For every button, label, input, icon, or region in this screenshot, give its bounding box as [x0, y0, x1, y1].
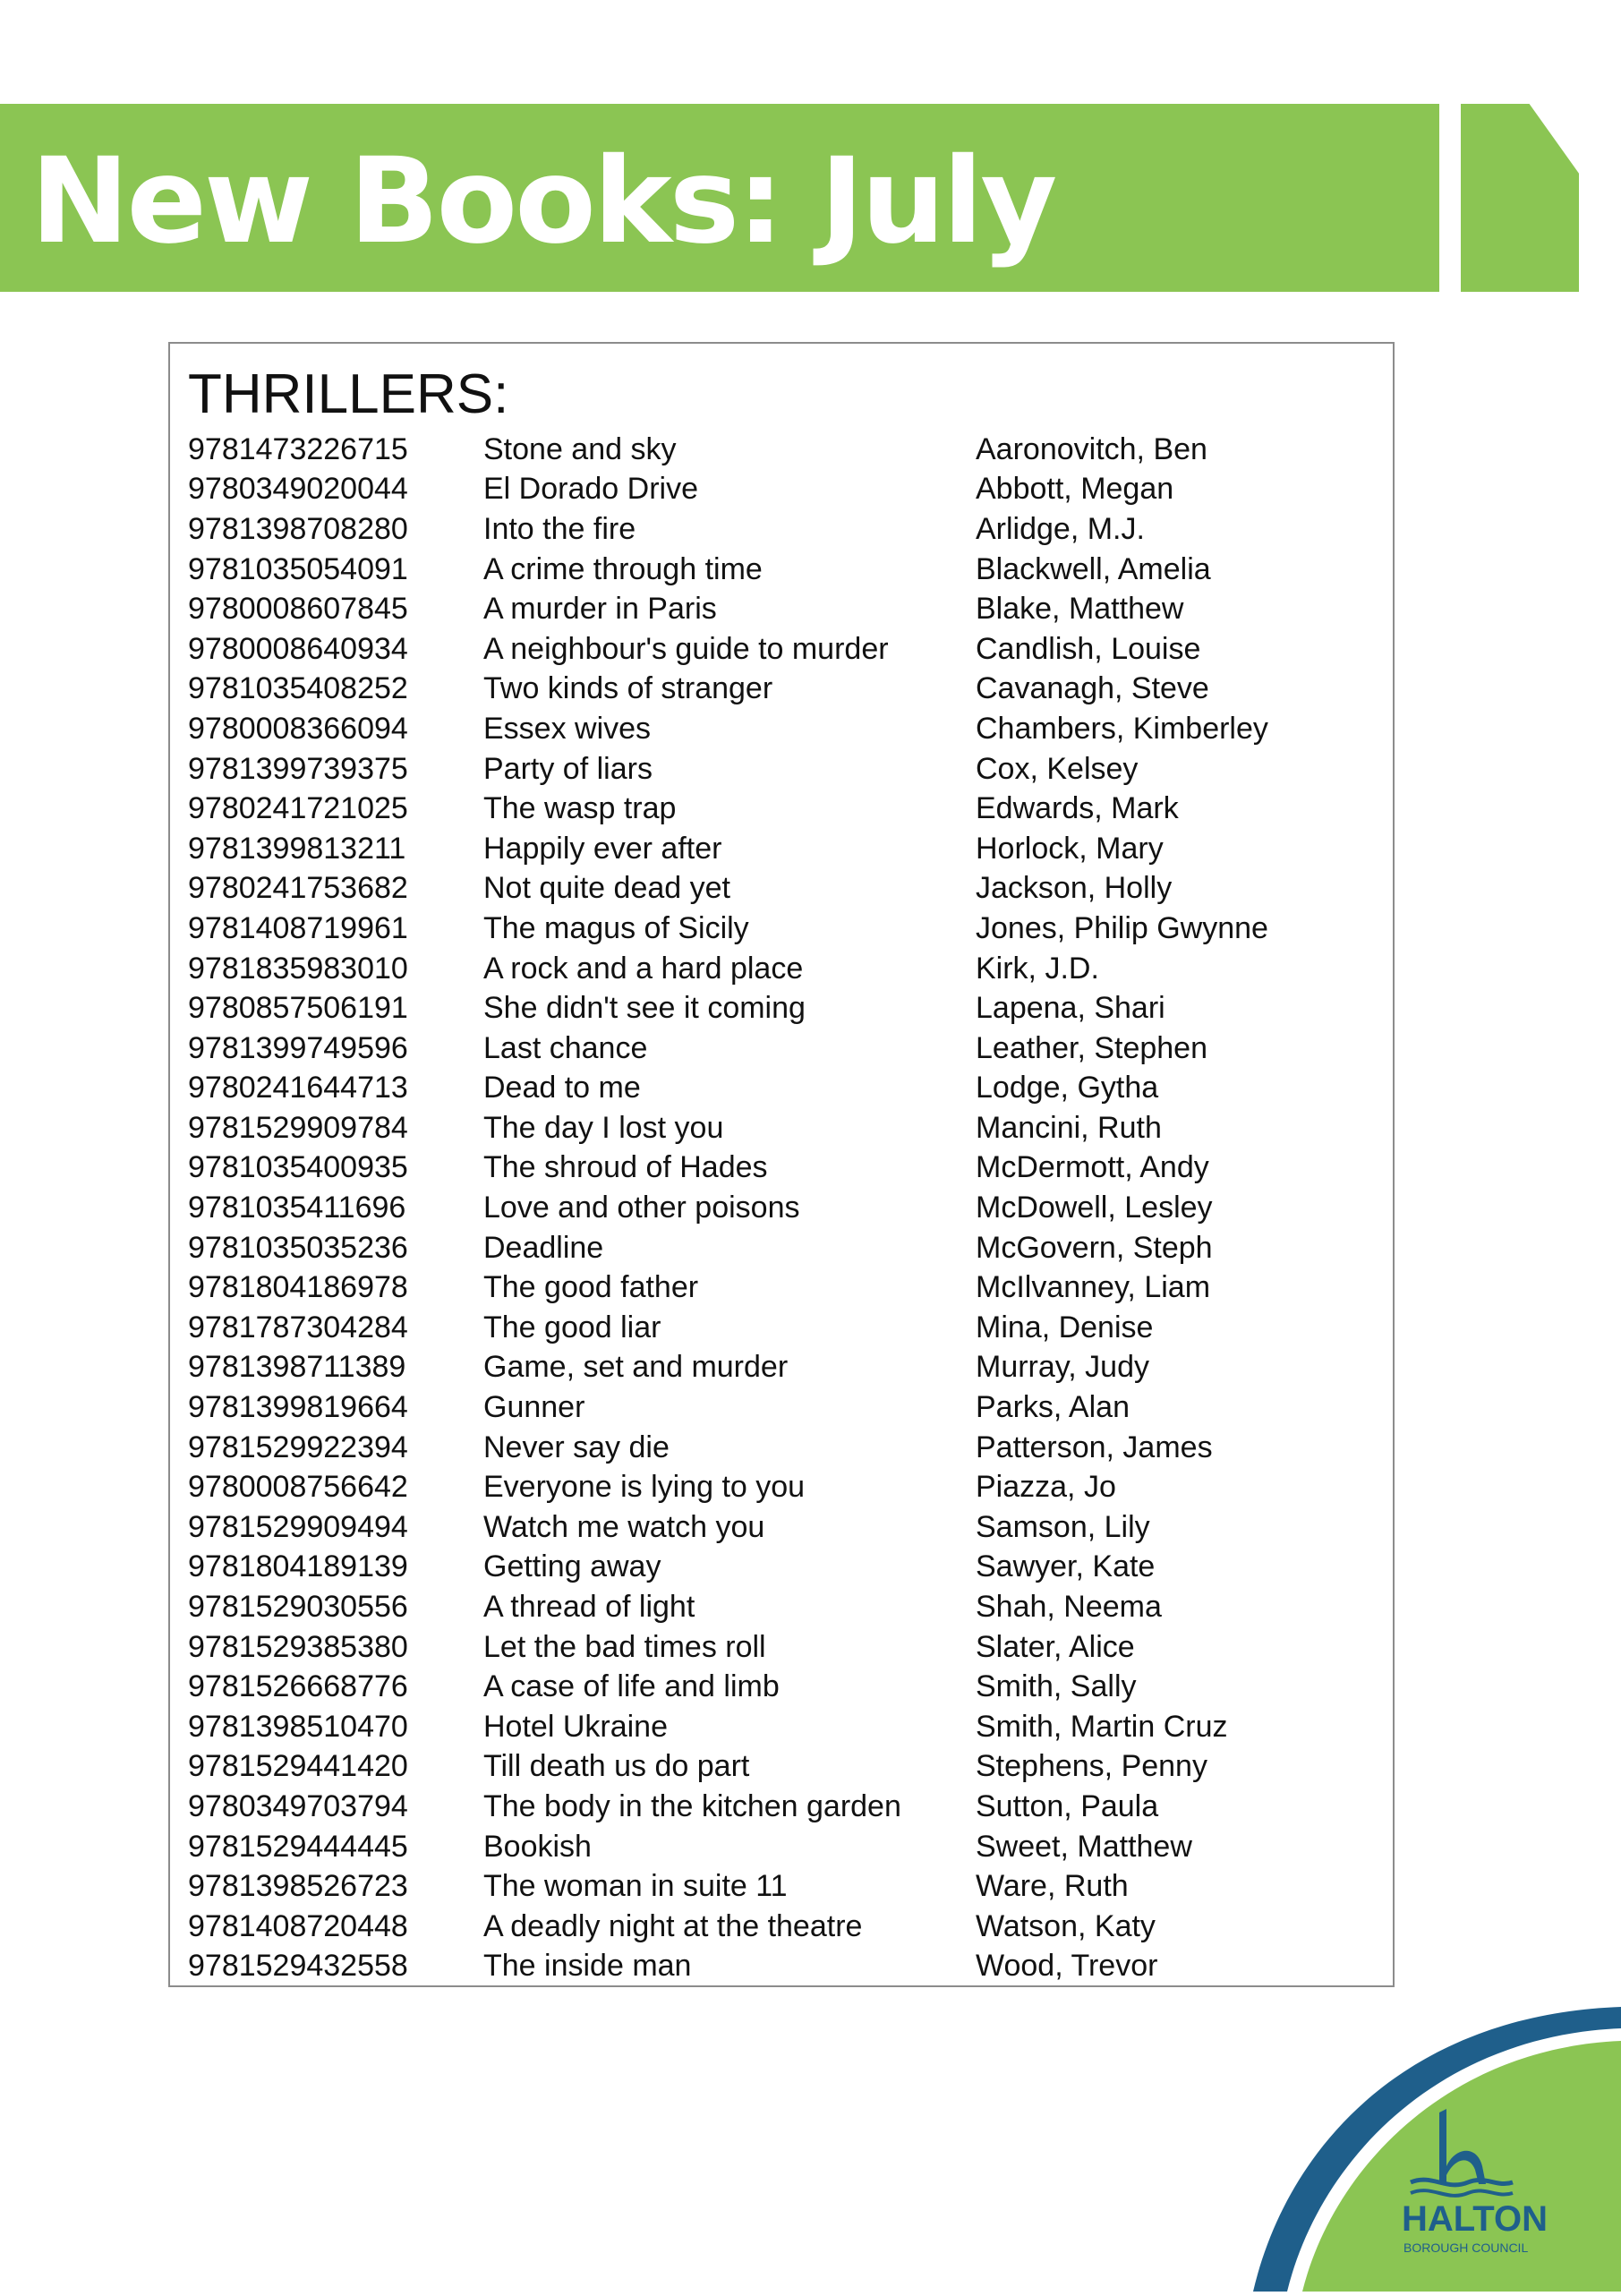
- book-row: [188, 509, 1369, 550]
- book-author: McIlvanney, Liam: [976, 1270, 1211, 1305]
- book-title: A case of life and limb: [483, 1669, 780, 1704]
- book-author: Aaronovitch, Ben: [976, 431, 1207, 466]
- book-isbn: 9780349703794: [188, 1788, 408, 1823]
- book-row: [188, 1667, 1369, 1707]
- book-row: [188, 1348, 1369, 1388]
- book-isbn: 9781529444445: [188, 1829, 408, 1864]
- book-isbn: 9781473226715: [188, 431, 408, 466]
- book-title: A rock and a hard place: [483, 951, 804, 986]
- book-row: [188, 1787, 1369, 1827]
- book-author: Watson, Katy: [976, 1908, 1156, 1943]
- book-author: Parks, Alan: [976, 1390, 1130, 1425]
- book-title: Never say die: [483, 1430, 670, 1464]
- book-row: [188, 1148, 1369, 1189]
- book-title: Game, set and murder: [483, 1350, 789, 1385]
- book-isbn: 9781529922394: [188, 1430, 408, 1464]
- page-title: New Books: July: [30, 132, 1055, 270]
- book-author: Kirk, J.D.: [976, 951, 1099, 986]
- book-row: [188, 1747, 1369, 1788]
- book-row: [188, 1108, 1369, 1148]
- book-author: Smith, Sally: [976, 1669, 1137, 1704]
- book-row: [188, 1387, 1369, 1428]
- book-row: [188, 1907, 1369, 1947]
- book-row: [188, 589, 1369, 629]
- book-author: Samson, Lily: [976, 1509, 1150, 1544]
- logo-subtitle: BOROUGH COUNCIL: [1403, 2241, 1529, 2255]
- book-row: [188, 1548, 1369, 1588]
- book-row: [188, 1866, 1369, 1907]
- book-title: A crime through time: [483, 551, 763, 586]
- book-title: Last chance: [483, 1030, 648, 1065]
- book-title: Getting away: [483, 1549, 661, 1584]
- book-author: McDermott, Andy: [976, 1150, 1209, 1185]
- book-title: Dead to me: [483, 1071, 641, 1105]
- book-isbn: 9781529909784: [188, 1110, 408, 1145]
- book-title: Bookish: [483, 1829, 592, 1864]
- book-isbn: 9781529432558: [188, 1949, 408, 1984]
- book-title: A neighbour's guide to murder: [483, 631, 889, 666]
- book-row: [188, 670, 1369, 710]
- book-row: [188, 550, 1369, 590]
- book-author: Lodge, Gytha: [976, 1071, 1159, 1105]
- book-row: [188, 909, 1369, 949]
- book-isbn: 9781035400935: [188, 1150, 408, 1185]
- book-row: [188, 829, 1369, 869]
- book-row: [188, 1707, 1369, 1747]
- book-isbn: 9781399749596: [188, 1030, 408, 1065]
- book-row: [188, 988, 1369, 1029]
- book-title: Love and other poisons: [483, 1191, 800, 1225]
- book-author: Sweet, Matthew: [976, 1829, 1192, 1864]
- book-row: [188, 1308, 1369, 1348]
- book-author: McGovern, Steph: [976, 1230, 1213, 1265]
- book-author: Horlock, Mary: [976, 831, 1164, 866]
- book-title: Watch me watch you: [483, 1509, 765, 1544]
- book-isbn: 9780008607845: [188, 592, 408, 627]
- book-isbn: 9781804189139: [188, 1549, 408, 1584]
- book-title: Happily ever after: [483, 831, 722, 866]
- book-row: [188, 709, 1369, 749]
- book-isbn: 9780241721025: [188, 791, 408, 826]
- book-title: Two kinds of stranger: [483, 671, 773, 706]
- book-author: Jackson, Holly: [976, 871, 1173, 906]
- book-author: Smith, Martin Cruz: [976, 1709, 1228, 1744]
- book-isbn: 9781804186978: [188, 1270, 408, 1305]
- book-title: Into the fire: [483, 511, 636, 546]
- book-title: The inside man: [483, 1949, 692, 1984]
- book-row: [188, 1428, 1369, 1468]
- book-title: Essex wives: [483, 711, 652, 746]
- book-row: [188, 789, 1369, 829]
- book-isbn: 9781398526723: [188, 1869, 408, 1904]
- book-title: Till death us do part: [483, 1749, 750, 1784]
- book-title: Stone and sky: [483, 431, 677, 466]
- book-title: Gunner: [483, 1390, 585, 1425]
- book-author: Lapena, Shari: [976, 991, 1165, 1026]
- book-isbn: 9781787304284: [188, 1310, 408, 1344]
- book-title: Let the bad times roll: [483, 1629, 766, 1664]
- book-title: The day I lost you: [483, 1110, 724, 1145]
- book-isbn: 9781399819664: [188, 1390, 408, 1425]
- book-isbn: 9780241644713: [188, 1071, 408, 1105]
- book-isbn: 9780349020044: [188, 472, 408, 507]
- book-isbn: 9780008756642: [188, 1470, 408, 1505]
- book-row: [188, 629, 1369, 670]
- book-author: Arlidge, M.J.: [976, 511, 1145, 546]
- book-isbn: 9781526668776: [188, 1669, 408, 1704]
- book-author: Cox, Kelsey: [976, 751, 1139, 786]
- book-author: Mina, Denise: [976, 1310, 1154, 1344]
- book-title: El Dorado Drive: [483, 472, 698, 507]
- book-isbn: 9780857506191: [188, 991, 408, 1026]
- book-isbn: 9781529909494: [188, 1509, 408, 1544]
- book-row: [188, 1827, 1369, 1867]
- book-isbn: 9781035054091: [188, 551, 408, 586]
- book-row: [188, 1627, 1369, 1668]
- halton-logo-icon: [1235, 1996, 1621, 2292]
- book-title: The good father: [483, 1270, 699, 1305]
- book-isbn: 9781529030556: [188, 1590, 408, 1625]
- book-title: A deadly night at the theatre: [483, 1908, 863, 1943]
- book-isbn: 9781529441420: [188, 1749, 408, 1784]
- book-row: [188, 430, 1369, 470]
- book-author: Mancini, Ruth: [976, 1110, 1162, 1145]
- book-row: [188, 749, 1369, 790]
- book-title: The magus of Sicily: [483, 910, 749, 945]
- book-author: Edwards, Mark: [976, 791, 1179, 826]
- book-author: Sutton, Paula: [976, 1788, 1159, 1823]
- book-author: Chambers, Kimberley: [976, 711, 1268, 746]
- book-author: Shah, Neema: [976, 1590, 1162, 1625]
- book-author: Jones, Philip Gwynne: [976, 910, 1268, 945]
- book-isbn: 9781398711389: [188, 1350, 406, 1385]
- book-title: The good liar: [483, 1310, 661, 1344]
- book-row: [188, 869, 1369, 909]
- book-row: [188, 1267, 1369, 1308]
- book-title: Party of liars: [483, 751, 653, 786]
- book-author: Blackwell, Amelia: [976, 551, 1211, 586]
- header-banner-tab: [1461, 104, 1579, 292]
- book-isbn: 9781398510470: [188, 1709, 408, 1744]
- book-author: McDowell, Lesley: [976, 1191, 1213, 1225]
- halton-logo: [1235, 1996, 1621, 2292]
- book-isbn: 9780241753682: [188, 871, 408, 906]
- book-isbn: 9781035035236: [188, 1230, 408, 1265]
- book-row: [188, 1507, 1369, 1548]
- book-row: [188, 1467, 1369, 1507]
- book-isbn: 9781529385380: [188, 1629, 408, 1664]
- book-title: The woman in suite 11: [483, 1869, 788, 1904]
- book-row: [188, 1188, 1369, 1228]
- book-isbn: 9781408719961: [188, 910, 408, 945]
- book-author: Cavanagh, Steve: [976, 671, 1209, 706]
- book-row: [188, 470, 1369, 510]
- book-title: A thread of light: [483, 1590, 695, 1625]
- book-row: [188, 1587, 1369, 1627]
- book-isbn: 9781035411696: [188, 1191, 406, 1225]
- book-isbn: 9781835983010: [188, 951, 408, 986]
- book-isbn: 9781399739375: [188, 751, 408, 786]
- book-title: The wasp trap: [483, 791, 677, 826]
- book-list-panel: [168, 342, 1395, 1987]
- book-title: She didn't see it coming: [483, 991, 806, 1026]
- book-author: Slater, Alice: [976, 1629, 1135, 1664]
- book-author: Stephens, Penny: [976, 1749, 1207, 1784]
- book-author: Blake, Matthew: [976, 592, 1184, 627]
- book-author: Patterson, James: [976, 1430, 1213, 1464]
- book-isbn: 9781035408252: [188, 671, 408, 706]
- book-author: Candlish, Louise: [976, 631, 1201, 666]
- book-row: [188, 949, 1369, 989]
- book-isbn: 9781408720448: [188, 1908, 408, 1943]
- book-title: Not quite dead yet: [483, 871, 730, 906]
- book-title: Deadline: [483, 1230, 604, 1265]
- book-isbn: 9781398708280: [188, 511, 408, 546]
- book-author: Leather, Stephen: [976, 1030, 1208, 1065]
- book-title: Everyone is lying to you: [483, 1470, 806, 1505]
- book-isbn: 9780008366094: [188, 711, 408, 746]
- book-row: [188, 1947, 1369, 1987]
- book-title: A murder in Paris: [483, 592, 717, 627]
- book-row: [188, 1069, 1369, 1109]
- book-isbn: 9781399813211: [188, 831, 406, 866]
- book-row: [188, 1228, 1369, 1268]
- book-author: Murray, Judy: [976, 1350, 1149, 1385]
- book-author: Piazza, Jo: [976, 1470, 1116, 1505]
- book-title: Hotel Ukraine: [483, 1709, 668, 1744]
- book-row: [188, 1029, 1369, 1069]
- book-author: Wood, Trevor: [976, 1949, 1158, 1984]
- book-author: Sawyer, Kate: [976, 1549, 1156, 1584]
- logo-name: HALTON: [1402, 2199, 1548, 2239]
- section-heading: THRILLERS:: [188, 363, 509, 425]
- book-list: [188, 430, 1369, 1986]
- book-title: The shroud of Hades: [483, 1150, 768, 1185]
- book-title: The body in the kitchen garden: [483, 1788, 901, 1823]
- book-author: Abbott, Megan: [976, 472, 1174, 507]
- book-isbn: 9780008640934: [188, 631, 408, 666]
- book-author: Ware, Ruth: [976, 1869, 1129, 1904]
